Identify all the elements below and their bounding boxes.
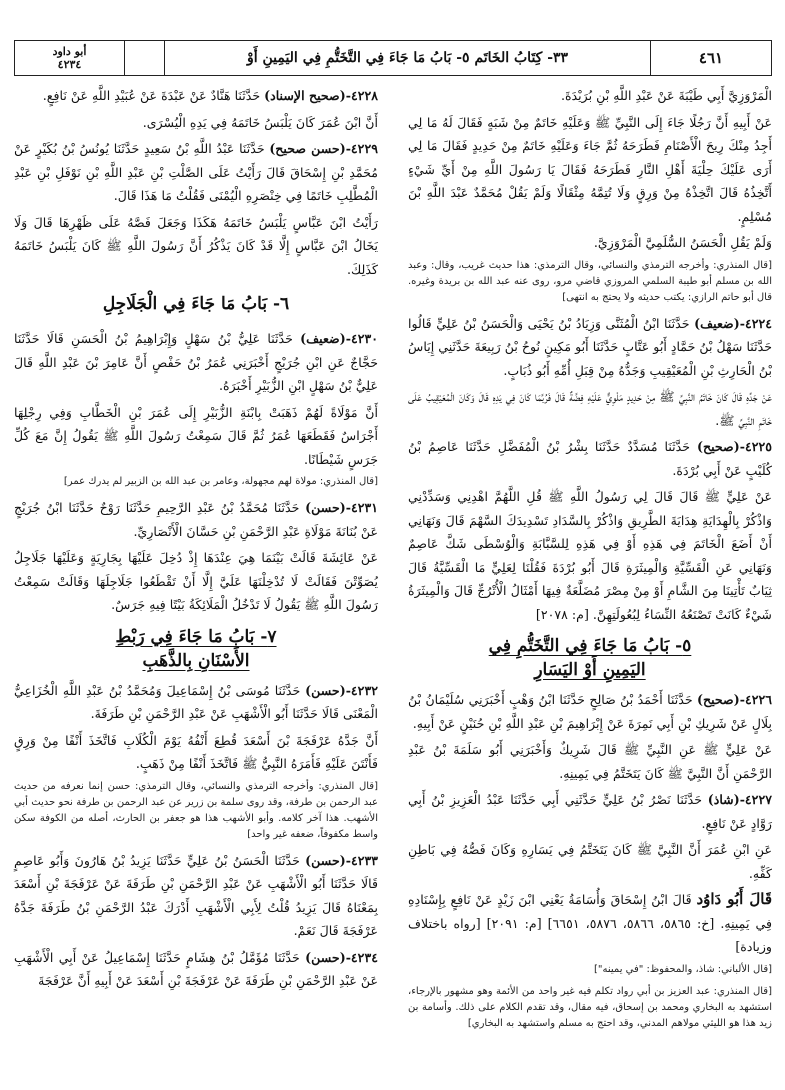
hadith-matn: عَنْ عَلِيٍّ ﷺ عَنِ النَّبِيِّ ﷺ قَالَ شَرِيكٌ وَأَخْبَرَنِي أَبُو سَلَمَةَ بْنُ عَبْدِ الرَّحْمَنِ أَنَّ النَّبِيَّ ﷺ كَانَ يَتَخَتَّمُ فِي يَمِينِهِ. [408,742,772,781]
hadith-number: ٤٢٢٦- [739,692,772,707]
hadith-grade: (صحيح) [697,692,740,707]
hadith-isnad: حَدَّثَنَا مُسَدَّدٌ حَدَّثَنَا بِشْرُ بْنُ الْمُفَضَّلِ حَدَّثَنَا عَاصِمُ بْنُ كُلَيْبٍ عَنْ أَبِي بُرْدَةَ. [408,439,772,478]
hadith-grade: (حسن) [305,949,346,965]
hadith-matn: عَنْ عَلِيٍّ ﷺ قَالَ قَالَ لِي رَسُولُ اللَّهِ ﷺ قُلِ اللَّهُمَّ اهْدِنِي وَسَدِّدْنِي وَاذْكُرْ بِالْهِدَايَةِ هِدَايَةَ الطَّرِيقِ وَاذْكُرْ بِالسَّدَادِ تَسْدِيدَكَ السَّهْمَ قَالَ وَنَهَانِي أَنْ أَضَعَ الْخَاتَمَ فِي هَذِهِ أَوْ فِي هَذِهِ لِلسَّبَّابَةِ وَالْوُسْطَى شَكَّ عَاصِمٌ وَنَهَانِي عَنِ الْقَسِّيَّةِ وَالْمِيثَرَةِ قَالَ أَبُو بُرْدَةَ فَقُلْنَا لِعَلِيٍّ مَا الْقَسِّيَّةُ قَالَ ثِيَابٌ تَأْتِينَا مِنَ الشَّامِ أَوْ مِنْ مِصْرَ مُضَلَّعَةٌ فِيهَا أَمْثَالُ الْأُتْرُجِّ قَالَ وَالْمِيثَرَةُ شَيْءٌ كَانَتْ تَصْنَعُهُ النِّسَاءُ لِبُعُولَتِهِنَّ. [م: ٢٠٧٨] [408,489,772,622]
hadith-grade: (ضعيف) [300,331,346,346]
hadith-number: ٤٢٣٠- [345,331,378,346]
hadith-matn: عَنِ ابْنِ عُمَرَ أَنَّ النَّبِيَّ ﷺ كَانَ يَتَخَتَّمُ فِي يَسَارِهِ وَكَانَ فَصُّهُ فِي بَاطِنِ كَفِّهِ. [408,842,772,881]
hadith-isnad: حَدَّثَنَا مُحَمَّدُ بْنُ عَبْدِ الرَّحِيمِ حَدَّثَنَا رَوْحٌ حَدَّثَنَا ابْنُ جُرَيْجٍ عَنْ بُنَانَةَ مَوْلَاةِ عَبْدِ الرَّحْمَنِ بْنِ حَسَّانَ الْأَنْصَارِيِّ. [14,500,378,539]
chapter-heading-7 [14,625,378,673]
hadith-number: ٤٢٣٣- [345,852,378,868]
abu-dawud-label: قَالَ أَبُو دَاوُد [696,890,772,908]
hadith-text: وَلَمْ يَقُلِ الْحَسَنُ السُّلَمِيَّ الْمَرْوَزِيَّ. [593,235,772,250]
hadith-4233 [14,849,378,943]
chapter-heading-6: ٦- بَابُ مَا جَاءَ فِي الْجَلَاجِلِ [102,294,290,314]
right-column [408,84,772,1038]
hadith-isnad: حَدَّثَنَا ابْنُ الْمُثَنَّى وَزِيَادُ بْنُ يَحْيَى وَالْحَسَنُ بْنُ عَلِيٍّ قَالُوا حَدَّثَنَا سَهْلُ بْنُ حَمَّادٍ أَبُو عَتَّابٍ حَدَّثَنَا أَبُو مَكِينٍ نُوحُ بْنُ رَبِيعَةَ حَدَّثَنِي إِيَاسُ بْنُ الْحَارِثِ بْنِ الْمُعَيْقِيبِ وَجَدُّهُ مِنْ قِبَلِ أُمِّهِ أَبُو ذُبَابٍ. [408,315,772,378]
hadith-grade: (ضعيف) [694,315,740,331]
hadith-4229 [14,137,378,208]
footnote: [قال المنذري: وأخرجه الترمذي والنسائي، وقال الترمذي: حسن إنما نعرفه من حديث عبد الرحمن بن طرفة، وقد روى سلمة بن زرير عن عبد الرحمن بن طرفة نحو حديث أبي الأشهب. هذا آخر كلامه. وأبو الأشهب هذا هو جعفر بن الحارث، أصله من الكوفة سكن واسط مكفوفاً، ضعفه غير واحد] [14,780,378,840]
header-book-name: أبو داود [52,45,87,58]
hadith-text: عَنْ أَبِيهِ أَنَّ رَجُلًا جَاءَ إِلَى النَّبِيِّ ﷺ وَعَلَيْهِ خَاتَمٌ مِنْ شَبَهٍ فَقَالَ لَهُ مَا لِي أَجِدُ مِنْكَ رِيحَ الْأَصْنَامِ فَطَرَحَهُ ثُمَّ جَاءَ وَعَلَيْهِ خَاتَمٌ مِنْ حَدِيدٍ فَقَالَ مَا لِي أَرَى عَلَيْكَ حِلْيَةَ أَهْلِ النَّارِ فَطَرَحَهُ فَقَالَ يَا رَسُولَ اللَّهِ مِنْ أَيِّ شَيْءٍ أَتَّخِذُهُ قَالَ اتَّخِذْهُ مِنْ وَرِقٍ وَلَا تُتِمَّهُ مِثْقَالًا وَلَمْ يَقُلْ مُحَمَّدٌ عَبْدَ اللَّهِ بْنَ مُسْلِمٍ. [408,114,772,224]
hadith-grade: (حسن) [305,852,346,868]
hadith-grade: (حسن صحيح) [269,141,346,156]
hadith-isnad: حَدَّثَنَا نَصْرُ بْنُ عَلِيٍّ حَدَّثَنِي أَبِي حَدَّثَنَا عَبْدُ الْعَزِيزِ بْنُ أَبِي رَوَّادٍ عَنْ نَافِعٍ. [408,792,772,831]
footnote: [قال المنذري: عبد العزيز بن أبي رواد تكلم فيه غير واحد من الأئمة وهو مشهور بالإرجاء، استشهد به البخاري ومحمد بن إسحاق، فيه مقال، وقد تقدم الكلام على ذلك. وأسامة بن زيد هذا هو الليثي مولاهم المدني، وقد احتج به مسلم واستشهد به البخاري] [408,985,772,1029]
hadith-isnad: حَدَّثَنَا مُؤَمَّلُ بْنُ هِشَامٍ حَدَّثَنَا إِسْمَاعِيلُ عَنْ أَبِي الْأَشْهَبِ عَنْ عَبْدِ الرَّحْمَنِ بْنِ طَرَفَةَ عَنْ عَرْفَجَةَ بْنِ أَسْعَدَ عَنْ أَبِيهِ أَنَّ عَرْفَجَةَ [14,949,378,988]
hadith-matn: أَنَّ ابْنَ عُمَرَ كَانَ يَلْبَسُ خَاتَمَهُ فِي يَدِهِ الْيُسْرَى. [142,114,378,130]
albani-note: [قال الألباني: شاذ، والمحفوظ: "في يمينه"] [594,963,772,975]
hadith-grade: (صحيح) [697,439,740,454]
hadith-isnad: حَدَّثَنَا مُوسَى بْنُ إِسْمَاعِيلَ وَمُحَمَّدُ بْنُ عَبْدِ اللَّهِ الْخُزَاعِيُّ الْمَعْنَى قَالَا حَدَّثَنَا أَبُو الْأَشْهَبِ عَنْ عَبْدِ الرَّحْمَنِ بْنِ طَرَفَةَ. [14,682,378,721]
hadith-isnad: حَدَّثَنَا أَحْمَدُ بْنُ صَالِحٍ حَدَّثَنَا ابْنُ وَهْبٍ أَخْبَرَنِي سُلَيْمَانُ بْنُ بِلَالٍ عَنْ شَرِيكِ بْنِ أَبِي نَمِرَةَ عَنْ إِبْرَاهِيمَ بْنِ عَبْدِ اللَّهِ بْنِ حُنَيْنٍ عَنْ أَبِيهِ. [408,692,772,731]
text-continuation: الْمَرْوَزِيَّ أَبِي طَيْبَةَ عَنْ عَبْدِ اللَّهِ بْنِ بُرَيْدَةَ. [560,88,772,103]
hadith-matn: عَنْ عَائِشَةَ قَالَتْ بَيْنَمَا هِيَ عِنْدَهَا إِذْ دُخِلَ عَلَيْهَا بِجَارِيَةٍ وَعَلَيْهَا جَلَاجِلُ يُصَوِّتْنَ فَقَالَتْ لَا تُدْخِلْنَهَا عَلَيَّ إِلَّا أَنْ تَقْطَعُوا جَلَاجِلَهَا وَقَالَتْ سَمِعْتُ رَسُولَ اللَّهِ ﷺ يَقُولُ لَا تَدْخُلُ الْمَلَائِكَةُ بَيْتًا فِيهِ جَرَسٌ. [14,550,378,612]
hadith-number: ٤٢٢٧- [739,792,772,807]
footnote: [قال المنذري: وأخرجه الترمذي والنسائي، وقال الترمذي: هذا حديث غريب، وقال: وعبد الله بن مسلم أبو طيبة السلمي المروزي قاضي مرو، روى عنه عبد الله بن بريدة وغيره. قال أبو حاتم الرازي: يكتب حديثه ولا يحتج به انتهى] [408,259,772,303]
hadith-number: ٤٢٣٤- [345,949,378,965]
hadith-matn: رَأَيْتُ ابْنَ عَبَّاسٍ يَلْبَسُ خَاتَمَهُ هَكَذَا وَجَعَلَ فَصَّهُ عَلَى ظَهْرِهَا قَالَ وَلَا يَخَالُ ابْنَ عَبَّاسٍ إِلَّا قَدْ كَانَ يَذْكُرُ أَنَّ رَسُولَ اللَّهِ ﷺ كَانَ يَلْبَسُ خَاتَمَهُ كَذَلِكَ. [14,214,378,277]
hadith-matn: أَنَّ جَدَّهُ عَرْفَجَةَ بْنَ أَسْعَدَ قُطِعَ أَنْفُهُ يَوْمَ الْكُلَابِ فَاتَّخَذَ أَنْفًا مِنْ وَرِقٍ فَأَنْتَنَ عَلَيْهِ فَأَمَرَهُ النَّبِيُّ ﷺ فَاتَّخَذَ أَنْفًا مِنْ ذَهَبٍ. [14,732,378,771]
hadith-grade: (حسن) [305,500,346,515]
hadith-number: ٤٢٢٨- [345,88,378,103]
book-page [14,40,772,1080]
hadith-grade: (صحيح الإسناد) [264,88,346,103]
hadith-isnad: حَدَّثَنَا عَلِيُّ بْنُ سَهْلٍ وَإِبْرَاهِيمُ بْنُ الْحَسَنِ قَالَا حَدَّثَنَا حَجَّاجٌ عَنِ ابْنِ جُرَيْجٍ أَخْبَرَنِي عُمَرُ بْنُ حَفْصٍ أَنَّ عَامِرَ بْنَ عَبْدِ اللَّهِ قَالَ عَلِيٌّ بْنُ سَهْلٍ ابْنِ الزُّبَيْرِ أَخْبَرَهُ. [14,331,378,393]
hadith-4230 [14,327,378,398]
footnote: [قال المنذري: مولاة لهم مجهولة، وعامر بن عبد الله بن الزبير لم يدرك عمر] [63,476,378,487]
chapter-heading-line: اليَمِينِ أَوْ اليَسَارِ [534,660,646,680]
hadith-4224 [408,312,772,383]
header-spacer [125,41,165,75]
hadith-matn: عَنْ جَدِّهِ قَالَ كَانَ خَاتَمُ النَّبِيِّ ﷺ مِنْ حَدِيدٍ مَلْوِيٌّ عَلَيْهِ فِضَّةٌ قَالَ فَرُبَّمَا كَانَ فِي يَدِهِ قَالَ وَكَانَ الْمُعَيْقِيبُ عَلَى خَاتَمِ النَّبِيِّ ﷺ. [408,389,772,428]
page-number: ٤٦١ [698,49,724,67]
hadith-grade: (حسن) [305,682,346,698]
hadith-isnad: حَدَّثَنَا عَبْدُ اللَّهِ بْنُ سَعِيدٍ حَدَّثَنَا يُونُسُ بْنُ بُكَيْرٍ عَنْ مُحَمَّدِ بْنِ إِسْحَاقَ قَالَ رَأَيْتُ عَلَى الصَّلْتِ بْنِ عَبْدِ اللَّهِ بْنِ نَوْفَلِ بْنِ عَبْدِ الْمُطَّلِبِ خَاتَمًا فِي خِنْصَرِهِ الْيُمْنَى فَقُلْتُ مَا هَذَا قَالَ. [14,141,378,203]
left-column [14,84,378,996]
header-hadith-reference [15,41,125,75]
chapter-heading-5 [408,634,772,682]
hadith-4234 [14,946,378,993]
abu-dawud-text: قَالَ ابْنُ إِسْحَاقَ وَأُسَامَةُ يَعْنِي ابْنَ زَيْدٍ عَنْ نَافِعٍ بِإِسْنَادِهِ فِي يَمِينِهِ. [خ: ٥٨٦٥، ٥٨٦٦، ٥٨٧٦، ٦٦٥١] [م: ٢٠٩١] [رواه باختلاف وزيادة] [408,892,772,954]
hadith-4225 [408,435,772,482]
hadith-matn: أَنَّ مَوْلَاةً لَهُمْ ذَهَبَتْ بِابْنَةِ الزُّبَيْرِ إِلَى عُمَرَ بْنِ الْخَطَّابِ وَفِي رِجْلِهَا أَجْرَاسٌ فَقَطَعَهَا عُمَرُ ثُمَّ قَالَ سَمِعْتُ رَسُولَ اللَّهِ ﷺ يَقُولُ إِنَّ مَعَ كُلِّ جَرَسٍ شَيْطَانًا. [14,404,378,467]
abu-dawud-comment [408,888,772,959]
hadith-number: ٤٢٣٢- [345,682,378,698]
hadith-number: ٤٢٢٩- [345,141,378,156]
hadith-4227 [408,788,772,835]
hadith-isnad: حَدَّثَنَا هَنَّادٌ عَنْ عَبْدَةَ عَنْ عُبَيْدِ اللَّهِ عَنْ نَافِعٍ. [42,88,261,103]
hadith-grade: (شاذ) [707,792,740,807]
hadith-4232 [14,679,378,726]
hadith-4228 [14,84,378,108]
header-title: ٣٣- كِتَابُ الخَاتَم ٥- بَابُ مَا جَاءَ فِي التَّخَتُّمِ فِي اليَمِينِ أَوْ [165,41,651,75]
chapter-heading-line: ٥- بَابُ مَا جَاءَ فِي التَّخَتُّمِ فِي [488,636,692,656]
header-hadith-number: ٤٢٣٤ [57,58,82,71]
hadith-4231 [14,496,378,543]
running-header [14,40,772,76]
chapter-heading-line: الأَسْنَانِ بِالذَّهَبِ [142,650,250,671]
chapter-heading-line: ٧- بَابُ مَا جَاءَ فِي رَبْطِ [115,626,277,647]
hadith-number: ٤٢٢٥- [739,439,772,454]
hadith-number: ٤٢٣١- [345,500,378,515]
hadith-4226 [408,688,772,735]
hadith-number: ٤٢٢٤- [739,315,772,331]
hadith-isnad: حَدَّثَنَا الْحَسَنُ بْنُ عَلِيٍّ حَدَّثَنَا يَزِيدُ بْنُ هَارُونَ وَأَبُو عَاصِمٍ قَالَا حَدَّثَنَا أَبُو الْأَشْهَبِ عَنْ عَبْدِ الرَّحْمَنِ بْنِ طَرَفَةَ عَنْ عَرْفَجَةَ بْنِ أَسْعَدَ بِمَعْنَاهُ قَالَ يَزِيدُ قُلْتُ لِأَبِي الْأَشْهَبِ أَدْرَكَ عَبْدُ الرَّحْمَنِ بْنُ طَرَفَةَ جَدَّهُ عَرْفَجَةَ قَالَ نَعَمْ. [14,852,379,938]
